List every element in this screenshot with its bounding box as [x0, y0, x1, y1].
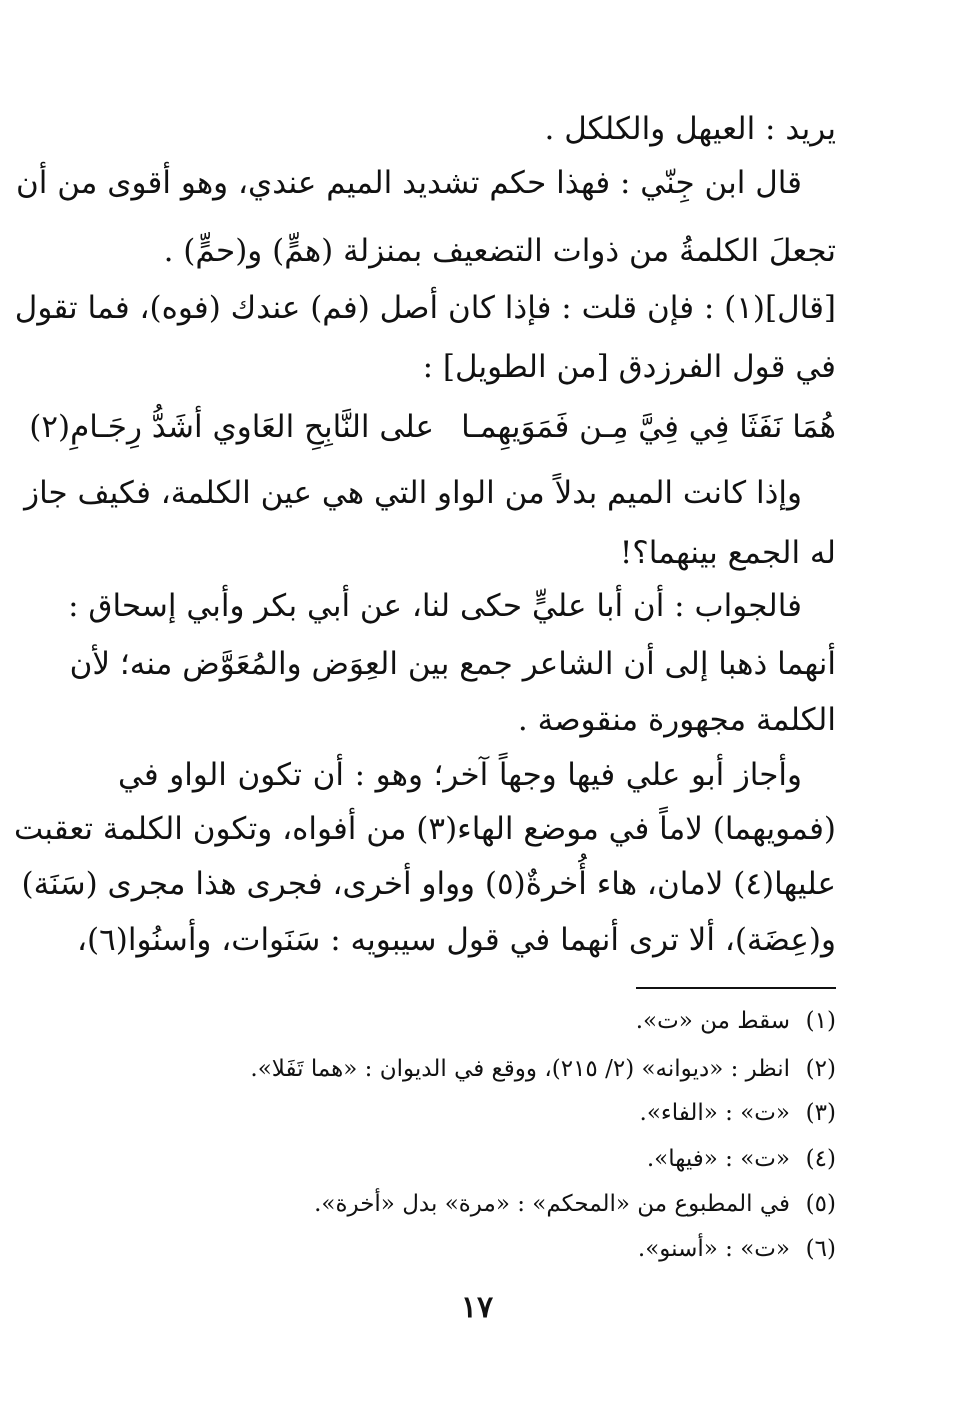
footnote-number: (٦) [805, 1236, 836, 1262]
footnote-separator [636, 987, 836, 989]
footnote-number: (١) [805, 1008, 836, 1034]
footnote-text: «ت» : «الفاء». [639, 1100, 790, 1126]
body-line: و(عِضَة)، ألا ترى أنهما في قول سيبويه : سَنَوات، وأسنُوا(٦)، [77, 922, 836, 958]
verse-first-hemistich: هُمَا نَفَثَا فِي فِيَّ مِـن فَمَوَيهِمـا [461, 409, 836, 445]
footnote [118, 1004, 836, 1038]
body-line: قال ابن جِنّي : فهذا حكم تشديد الميم عندي، وهو أقوى من أن [15, 165, 802, 201]
body-line: (فمويهما) لاماً في موضع الهاء(٣) من أفواه، وتكون الكلمة تعقبت [13, 811, 836, 847]
footnote-number: (٣) [805, 1100, 836, 1126]
body-line: تجعلَ الكلمةُ من ذوات التضعيف بمنزلة (همٍّ) و(حمٍّ) . [163, 233, 836, 269]
footnote [118, 1232, 836, 1266]
body-line: فالجواب : أن أبا عليٍّ حكى لنا، عن أبي بكر وأبي إسحاق : [68, 588, 802, 624]
verse-second-hemistich: على النَّابِحِ العَاوي أشَدُّ رِجَـامِ(٢) [29, 409, 434, 445]
page-number: ١٧ [460, 1290, 494, 1325]
footnote-text: «ت» : «فيها». [646, 1146, 790, 1172]
body-line: الكلمة مجهورة منقوصة . [517, 702, 836, 738]
footnote [118, 1142, 836, 1176]
footnote-number: (٢) [805, 1056, 836, 1082]
body-line: وأجاز أبو علي فيها وجهاً آخر؛ وهو : أن تكون الواو في [118, 757, 802, 793]
footnote [118, 1187, 836, 1221]
footnote-text: سقط من «ت». [635, 1008, 790, 1034]
footnote [118, 1096, 836, 1130]
body-line: في قول الفرزدق [من الطويل] : [422, 349, 836, 385]
footnote-number: (٥) [805, 1191, 836, 1217]
body-line: يريد : العيهل والكلكل . [544, 111, 836, 147]
body-line: له الجمع بينهما؟! [619, 535, 836, 571]
body-line: وإذا كانت الميم بدلاً من الواو التي هي عين الكلمة، فكيف جاز [24, 475, 802, 511]
footnote-text: «ت» : «أسنو». [637, 1236, 790, 1262]
footnote [118, 1052, 836, 1086]
footnote-number: (٤) [805, 1146, 836, 1172]
body-line: [قال](١) : فإن قلت : فإذا كان أصل (فم) عندك (فوه)، فما تقول [14, 290, 836, 326]
footnote-text: انظر : «ديوانه» (٢/ ٢١٥)، ووقع في الديوان : «هما تَفَلا». [250, 1056, 790, 1082]
body-line: عليها(٤) لامان، هاء أُخرةٌ(٥) وواو أخرى، فجرى هذا مجرى (سَنَة) [21, 866, 836, 902]
body-line: أنهما ذهبا إلى أن الشاعر جمع بين العِوَض والمُعَوَّض منه؛ لأن [69, 646, 836, 682]
footnote-text: في المطبوع من «المحكم» : «مرة» بدل «أخرة». [314, 1191, 790, 1217]
